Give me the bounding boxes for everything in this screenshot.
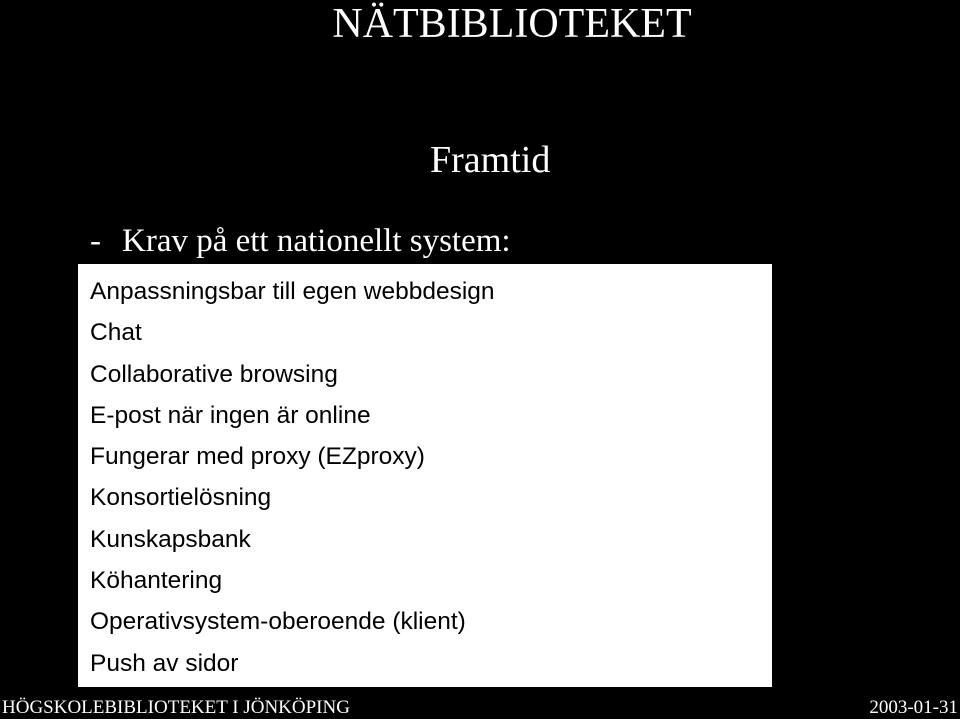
list-item: Anpassningsbar till egen webbdesign bbox=[90, 278, 495, 305]
list-item: Kunskapsbank bbox=[90, 525, 251, 553]
list-item: Operativsystem-oberoende (klient) bbox=[90, 608, 466, 636]
requirements-list bbox=[90, 275, 495, 688]
footer-date: 2003-01-31 bbox=[869, 697, 958, 718]
heading-dash: - bbox=[90, 223, 101, 259]
list-item: Konsortielösning bbox=[90, 484, 272, 512]
list-item: Chat bbox=[90, 319, 142, 347]
slide-subtitle: Framtid bbox=[430, 139, 551, 181]
list-item: Köhantering bbox=[90, 567, 223, 595]
list-item: Collaborative browsing bbox=[90, 360, 338, 388]
heading-text: Krav på ett nationellt system: bbox=[122, 223, 511, 259]
list-item: Fungerar med proxy (EZproxy) bbox=[90, 443, 425, 471]
list-item: E-post när ingen är online bbox=[90, 401, 371, 429]
footer-organization: HÖGSKOLEBIBLIOTEKET I JÖNKÖPING bbox=[2, 697, 350, 718]
list-item: Push av sidor bbox=[90, 649, 239, 677]
slide-title: NÄTBIBLIOTEKET bbox=[332, 1, 692, 47]
requirements-heading bbox=[90, 222, 511, 260]
